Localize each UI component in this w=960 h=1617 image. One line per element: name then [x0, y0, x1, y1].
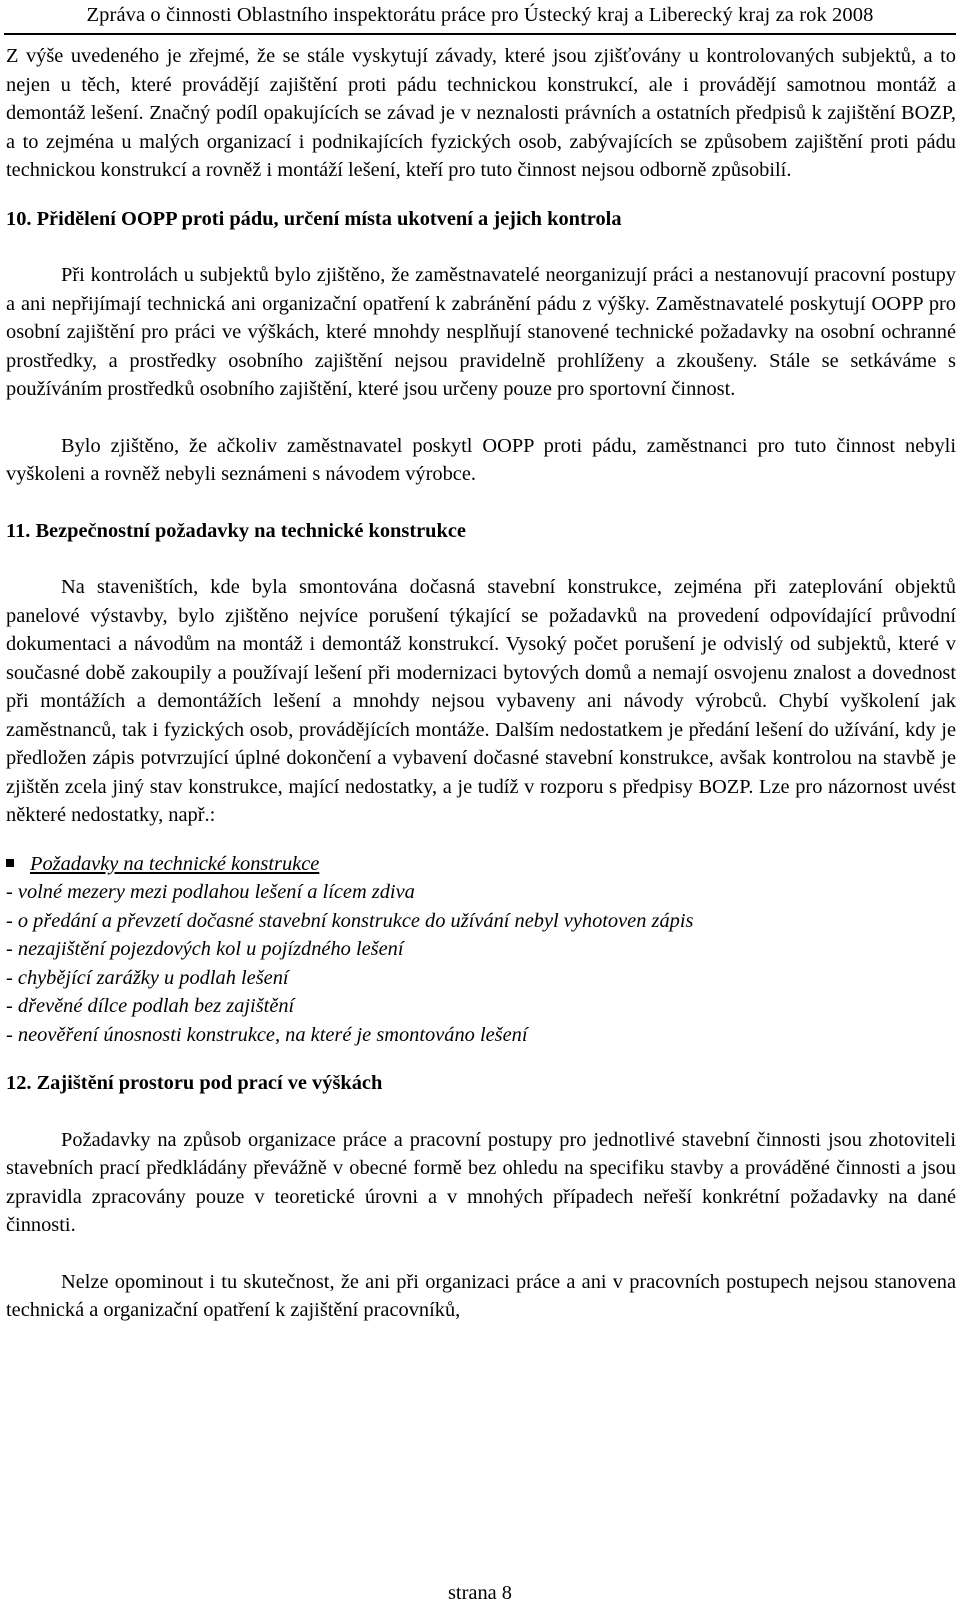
paragraph: Nelze opominout i tu skutečnost, že ani při organizaci práce a ani v pracovních postupech nejsou stanovena technická a organizační opatření k zajištění pracovníků,: [6, 1270, 956, 1321]
paragraph: Na staveništích, kde byla smontována dočasná stavební konstrukce, zejména při zateplování objektů panelové výstavby, bylo zjištěno nejvíce porušení týkající se požadavků na provedení odpovídající průvodní dokumentaci a návodům na montáž i demontáž konstrukcí. Vysoký počet porušení je odvislý od subjektů, které v současné době zakoupily a používají lešení při modernizaci bytových domů a nemají osvojenu znalost a dovednost při montážích a demontážích lešení a mnohdy nejsou vybaveny ani návody výrobců. Chybí vyškolení jak zaměstnanců, tak i fyzických osob, provádějících montáže. Dalším nedostatkem je předání lešení do užívání, kdy je předložen zápis potvrzující úplné dokončení a vybavení dočasné stavební konstrukce, avšak kontrolou na stavbě je zjištěn zcela jiný stav konstrukce, mající nedostatky, a je tudíž v rozporu s předpisy BOZP. Lze pro názornost uvést některé nedostatky, např.:: [6, 576, 956, 826]
paragraph: Z výše uvedeného je zřejmé, že se stále vyskytují závady, které jsou zjišťovány u kontrolovaných subjektů, a to nejen u těch, které provádějí zajištění proti pádu technickou konstrukcí, ale i provádějí samotnou montáž a demontáž lešení. Značný podíl opakujících se závad je v neznalosti právních a ostatních předpisů k zajištění BOZP, a to zejména u malých organizací i podnikajících fyzických osob, zabývajících se způsobem zajištění proti pádu technickou konstrukcí a rovněž i montáží lešení, kteří pro tuto činnost nejsou odborně způsobilí.: [6, 45, 956, 181]
square-bullet-icon: [6, 859, 14, 867]
header-rule: [4, 33, 956, 35]
bullet-item: [6, 850, 956, 879]
list-item: - o předání a převzetí dočasné stavební konstrukce do užívání nebyl vyhotoven zápis: [6, 909, 694, 932]
list-item: - neověření únosnosti konstrukce, na které je smontováno lešení: [6, 1023, 528, 1046]
list-item: - chybějící zarážky u podlah lešení: [6, 966, 289, 989]
section-10-heading: 10. Přidělení OOPP proti pádu, určení místa ukotvení a jejich kontrola: [6, 207, 622, 230]
page-number: strana 8: [448, 1582, 512, 1604]
bullet-title: Požadavky na technické konstrukce: [30, 852, 320, 875]
paragraph: Bylo zjištěno, že ačkoliv zaměstnavatel poskytl OOPP proti pádu, zaměstnanci pro tuto činnost nebyli vyškoleni a rovněž nebyli seznámeni s návodem výrobce.: [6, 434, 956, 485]
paragraph: Požadavky na způsob organizace práce a pracovní postupy pro jednotlivé stavební činnosti jsou zhotoviteli stavebních prací předkládány převážně v obecné formě bez ohledu na specifiku stavby a prováděné činnosti a jsou zpravidla zpracovány pouze v teoretické úrovni a v mnohých případech neřeší konkrétní požadavky na dané činnosti.: [6, 1128, 956, 1236]
list-item: - nezajištění pojezdových kol u pojízdného lešení: [6, 938, 404, 960]
page-content: [6, 42, 956, 1325]
list-item: - dřevěné dílce podlah bez zajištění: [6, 995, 295, 1017]
section-12-heading: 12. Zajištění prostoru pod prací ve výškách: [6, 1072, 383, 1094]
section-11-heading: 11. Bezpečnostní požadavky na technické konstrukce: [6, 519, 466, 542]
page-header: Zpráva o činnosti Oblastního inspektorátu práce pro Ústecký kraj a Liberecký kraj za rok 2008: [86, 4, 874, 26]
list-item: - volné mezery mezi podlahou lešení a lícem zdiva: [6, 881, 415, 903]
paragraph: Při kontrolách u subjektů bylo zjištěno, že zaměstnavatelé neorganizují práci a nestanovují pracovní postupy a ani nepřijímají technická ani organizační opatření k zabránění pádu z výšky. Zaměstnavatelé poskytují OOPP pro osobní zajištění pro práci ve výškách, které mnohdy nesplňují stanovené technické požadavky na osobní ochranné prostředky, a prostředky osobního zajištění nejsou pravidelně prohlíženy a zkoušeny. Stále se setkáváme s používáním prostředků osobního zajištění, které jsou určeny pouze pro sportovní činnost.: [6, 264, 956, 400]
